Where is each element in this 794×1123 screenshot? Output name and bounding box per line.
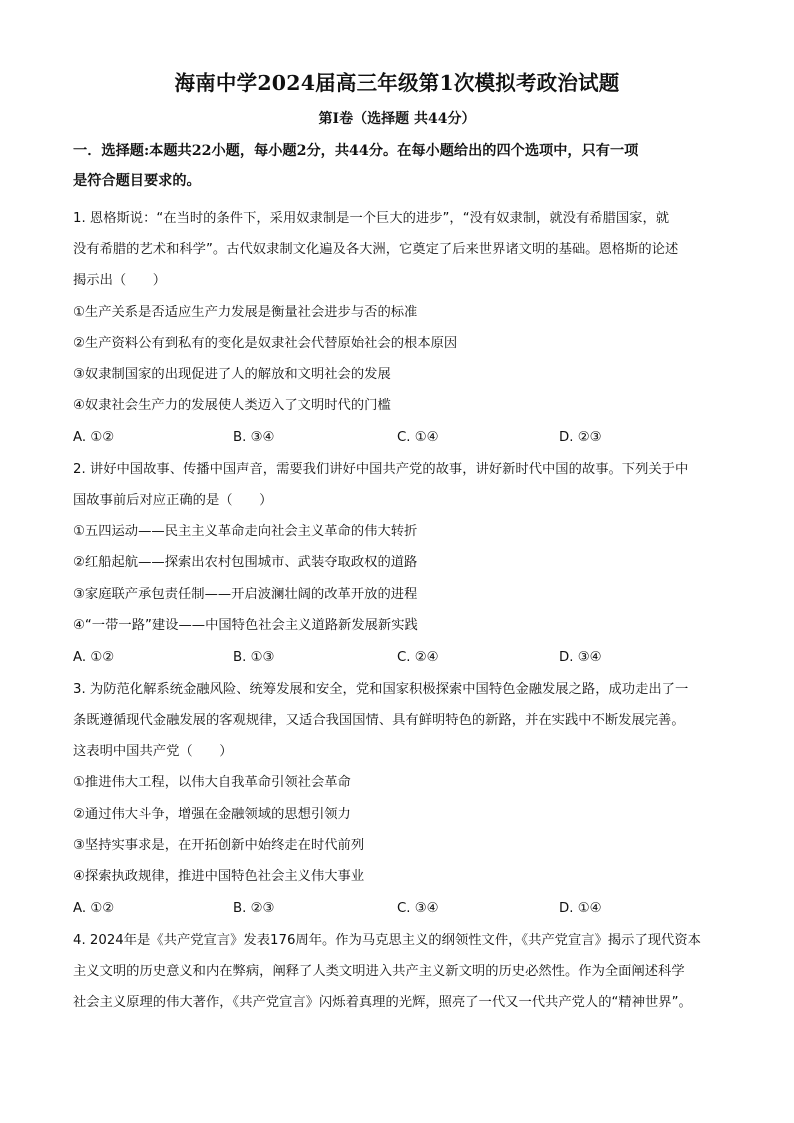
q1-stem-line-2: 没有希腊的艺术和科学”。古代奴隶制文化遍及各大洲，它奠定了后来世界诸文明的基础。恩格斯的论述: [73, 242, 679, 257]
q1-stem-line-3: 揭示出（ ）: [73, 273, 167, 288]
q2-stem-line-1: 2. 讲好中国故事、传播中国声音，需要我们讲好中国共产党的故事，讲好新时代中国的故事。下列关于中: [73, 462, 689, 477]
q2-item-3: ③家庭联产承包责任制——开启波澜壮阔的改革开放的进程: [73, 587, 418, 602]
q4-stem-line-3: 社会主义原理的伟大著作，《共产党宣言》闪烁着真理的光辉，照亮了一代又一代共产党人的“精神世界”。: [73, 995, 692, 1010]
q2-option-d[interactable]: D. ③④: [559, 650, 602, 665]
q1-item-1: ①生产关系是否适应生产力发展是衡量社会进步与否的标准: [73, 305, 418, 320]
q1-item-4: ④奴隶社会生产力的发展使人类迈入了文明时代的门槛: [73, 398, 391, 413]
q3-option-b[interactable]: B. ②③: [233, 901, 275, 916]
q3-item-3: ③坚持实事求是，在开拓创新中始终走在时代前列: [73, 838, 365, 853]
q4-stem-line-1: 4. 2024年是《共产党宣言》发表176周年。作为马克思主义的纲领性文件，《共产党宣言》揭示了现代资本: [73, 933, 701, 948]
q3-item-2: ②通过伟大斗争，增强在金融领域的思想引领力: [73, 807, 351, 822]
q1-item-2: ②生产资料公有到私有的变化是奴隶社会代替原始社会的根本原因: [73, 336, 458, 351]
section-instruction-line-1: 一．选择题:本题共22小题，每小题2分，共44分。在每小题给出的四个选项中，只有一项: [73, 143, 639, 159]
q3-stem-line-3: 这表明中国共产党（ ）: [73, 744, 233, 759]
q3-item-1: ①推进伟大工程，以伟大自我革命引领社会革命: [73, 775, 351, 790]
q2-item-4: ④“一带一路”建设——中国特色社会主义道路新发展新实践: [73, 618, 418, 633]
q3-option-d[interactable]: D. ①④: [559, 901, 602, 916]
page-title: 海南中学2024届高三年级第1次模拟考政治试题: [174, 71, 620, 95]
section-instruction-line-2: 是符合题目要求的。: [73, 173, 201, 189]
q2-option-a[interactable]: A. ①②: [73, 650, 115, 665]
q1-item-3: ③奴隶制国家的出现促进了人的解放和文明社会的发展: [73, 367, 391, 382]
q3-stem-line-2: 条既遵循现代金融发展的客观规律，又适合我国国情、具有鲜明特色的新路，并在实践中不断发展完善。: [73, 713, 685, 728]
q1-stem-line-1: 1. 恩格斯说：“在当时的条件下，采用奴隶制是一个巨大的进步”，“没有奴隶制，就没有希腊国家，就: [73, 211, 670, 226]
q2-option-b[interactable]: B. ①③: [233, 650, 275, 665]
section-subtitle: 第Ⅰ卷（选择题 共44分）: [318, 111, 476, 127]
q3-item-4: ④探索执政规律，推进中国特色社会主义伟大事业: [73, 869, 365, 884]
q2-item-2: ②红船起航——探索出农村包围城市、武装夺取政权的道路: [73, 555, 418, 570]
q1-option-a[interactable]: A. ①②: [73, 430, 115, 445]
q3-stem-line-1: 3. 为防范化解系统金融风险、统筹发展和安全，党和国家积极探索中国特色金融发展之路，成功走出了一: [73, 682, 689, 697]
q4-stem-line-2: 主义文明的历史意义和内在弊病，阐释了人类文明进入共产主义新文明的历史必然性。作为全面阐述科学: [73, 964, 685, 979]
q2-stem-line-2: 国故事前后对应正确的是（ ）: [73, 493, 273, 508]
q2-item-1: ①五四运动——民主主义革命走向社会主义革命的伟大转折: [73, 524, 418, 539]
q1-option-d[interactable]: D. ②③: [559, 430, 602, 445]
q1-option-c[interactable]: C. ①④: [397, 430, 439, 445]
q2-option-c[interactable]: C. ②④: [397, 650, 439, 665]
q3-option-c[interactable]: C. ③④: [397, 901, 439, 916]
q1-option-b[interactable]: B. ③④: [233, 430, 275, 445]
q3-option-a[interactable]: A. ①②: [73, 901, 115, 916]
